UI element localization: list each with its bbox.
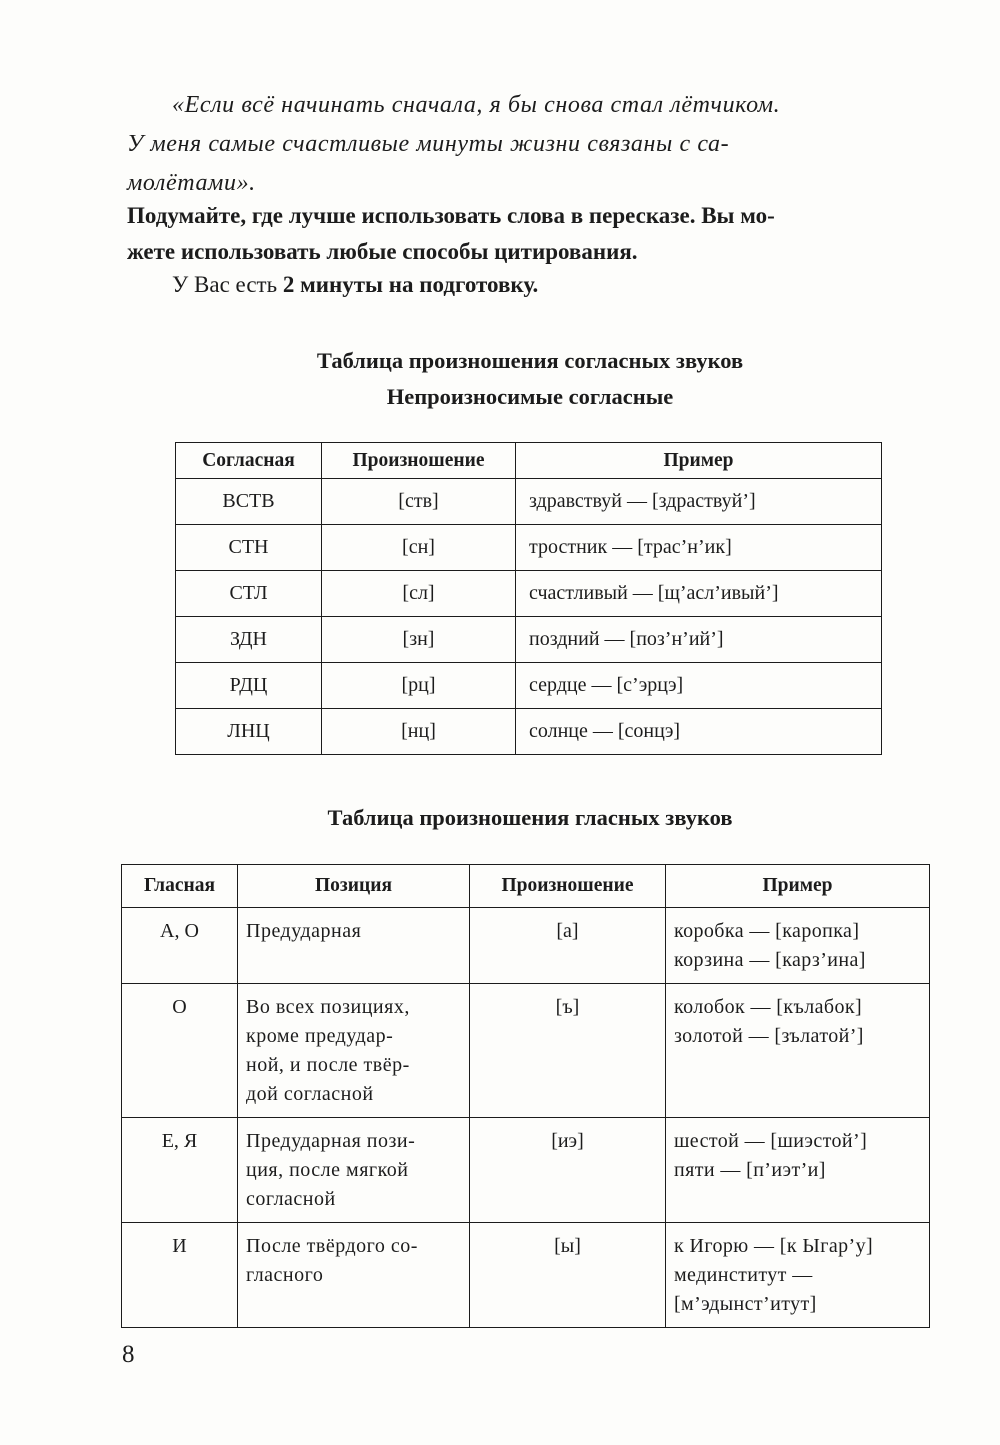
prep-time: 2 минуты на подготовку. [282, 272, 539, 297]
table-row [176, 571, 882, 617]
quote-line: У меня самые счастливые минуты жизни связаны с са- [127, 131, 730, 157]
example-line: корзина — [карз’ина] [674, 949, 866, 971]
example-cell: солнце — [сонцэ] [516, 709, 882, 755]
position-line: дой согласной [246, 1083, 374, 1105]
position-cell [238, 1223, 470, 1328]
column-header: Гласная [122, 865, 238, 908]
consonant-table-title: Таблица произношения согласных звуков [316, 348, 744, 373]
position-cell [238, 908, 470, 984]
table-row [122, 984, 930, 1118]
page-number: 8 [122, 1341, 135, 1368]
table-row [122, 908, 930, 984]
column-header: Согласная [176, 443, 322, 479]
example-line: коробка — [каропка] [674, 920, 860, 942]
consonant-table-subtitle: Непроизносимые согласные [386, 384, 674, 409]
example-cell: тростник — [трас’н’ик] [516, 525, 882, 571]
example-cell: сердце — [с’эрцэ] [516, 663, 882, 709]
pronunciation-cell: [иэ] [470, 1118, 666, 1223]
quote-line: молётами». [127, 170, 256, 196]
column-header: Пример [516, 443, 882, 479]
position-line: После твёрдого со- [246, 1235, 418, 1257]
table-row [176, 663, 882, 709]
example-cell: поздний — [поз’н’ий’] [516, 617, 882, 663]
example-line: к Игорю — [к Ыгар’у] [674, 1235, 874, 1257]
pronunciation-cell: [нц] [322, 709, 516, 755]
vowel-cell: О [122, 984, 238, 1118]
quote [127, 86, 932, 203]
example-cell [666, 984, 930, 1118]
example-line: [м’эдынст’итут] [674, 1293, 817, 1315]
position-line: ция, после мягкой [246, 1159, 409, 1181]
example-cell [666, 1118, 930, 1223]
consonant-cell: ВСТВ [176, 479, 322, 525]
pronunciation-cell: [рц] [322, 663, 516, 709]
pronunciation-cell: [зн] [322, 617, 516, 663]
column-header: Произношение [322, 443, 516, 479]
consonant-cell: РДЦ [176, 663, 322, 709]
instruction [127, 198, 932, 270]
prep-text: У Вас есть [172, 272, 283, 297]
position-line: Во всех позициях, [246, 996, 410, 1018]
example-cell: здравствуй — [здраствуй’] [516, 479, 882, 525]
consonant-cell: СТЛ [176, 571, 322, 617]
example-line: мединститут — [674, 1264, 813, 1286]
quote-line: «Если всё начинать сначала, я бы снова стал лётчиком. [172, 92, 781, 118]
pronunciation-cell: [ы] [470, 1223, 666, 1328]
table-row [176, 709, 882, 755]
consonant-cell: ЗДН [176, 617, 322, 663]
pronunciation-cell: [ств] [322, 479, 516, 525]
example-line: шестой — [шиэстой’] [674, 1130, 868, 1152]
example-line: колобок — [кълабок] [674, 996, 863, 1018]
pronunciation-cell: [сн] [322, 525, 516, 571]
column-header: Произношение [470, 865, 666, 908]
consonant-cell: СТН [176, 525, 322, 571]
vowel-table [121, 864, 930, 1328]
position-cell [238, 1118, 470, 1223]
position-line: гласного [246, 1264, 324, 1286]
pronunciation-cell: [ъ] [470, 984, 666, 1118]
table-row [176, 479, 882, 525]
consonant-table [175, 442, 882, 755]
instruction-line: жете использовать любые способы цитирования. [127, 239, 638, 264]
example-cell [666, 908, 930, 984]
instruction-line: Подумайте, где лучше использовать слова в пересказе. Вы мо- [127, 203, 775, 228]
vowel-cell: Е, Я [122, 1118, 238, 1223]
consonant-cell: ЛНЦ [176, 709, 322, 755]
table-row [176, 617, 882, 663]
vowel-cell: И [122, 1223, 238, 1328]
column-header: Позиция [238, 865, 470, 908]
position-line: Предударная [246, 920, 362, 942]
position-cell [238, 984, 470, 1118]
vowel-cell: А, О [122, 908, 238, 984]
table-header-row [122, 865, 930, 908]
pronunciation-cell: [сл] [322, 571, 516, 617]
column-header: Пример [666, 865, 930, 908]
position-line: Предударная пози- [246, 1130, 416, 1152]
table-row [122, 1223, 930, 1328]
example-line: золотой — [зълатой’] [674, 1025, 864, 1047]
example-cell: счастливый — [щ’асл’ивый’] [516, 571, 882, 617]
vowel-table-title: Таблица произношения гласных звуков [327, 805, 733, 830]
example-cell [666, 1223, 930, 1328]
table-header-row [176, 443, 882, 479]
position-line: согласной [246, 1188, 336, 1210]
position-line: ной, и после твёр- [246, 1054, 410, 1076]
table-row [176, 525, 882, 571]
pronunciation-cell: [а] [470, 908, 666, 984]
prep-time-note [172, 267, 538, 303]
position-line: кроме предудар- [246, 1025, 394, 1047]
table-row [122, 1118, 930, 1223]
example-line: пяти — [п’иэт’и] [674, 1159, 826, 1181]
